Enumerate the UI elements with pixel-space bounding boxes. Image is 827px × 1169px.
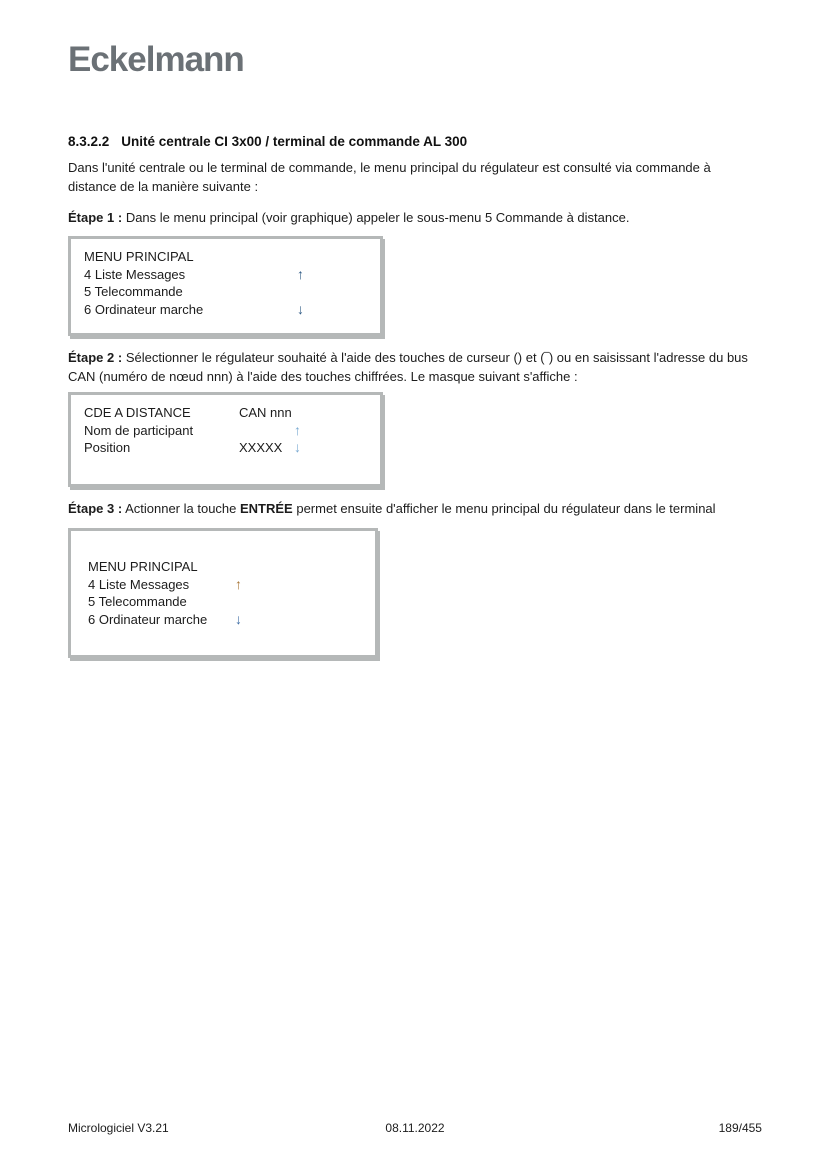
display-row (88, 611, 363, 629)
step-2-text: Sélectionner le régulateur souhaité à l'aide des touches de curseur () et (‾) ou en saisissant l'adresse du bus CAN (numéro de nœud nnn) à l'aide des touches chiffrées. Le masque suivant s'affiche : (68, 350, 748, 384)
section-title: Unité centrale CI 3x00 / terminal de commande AL 300 (121, 134, 468, 149)
display-row (88, 558, 363, 576)
display-row (88, 576, 363, 594)
section-heading (68, 134, 762, 149)
display-text: Position (84, 440, 131, 455)
arrow-down-icon: ↓ (294, 439, 301, 455)
footer-firmware-version: Micrologiciel V3.21 (68, 1121, 169, 1135)
display-text: CDE A DISTANCE (84, 405, 191, 420)
step-3-text: Actionner la touche (125, 501, 240, 516)
lcd-display-menu-principal-2 (68, 528, 378, 658)
display-text: MENU PRINCIPAL (88, 559, 198, 574)
display-text: 5 Telecommande (84, 284, 183, 299)
entree-key-label: ENTRÉE (240, 501, 293, 516)
step-1-text: Dans le menu principal (voir graphique) appeler le sous-menu 5 Commande à distance. (125, 210, 630, 225)
display-row (84, 439, 368, 457)
step-3-label: Étape 3 : (68, 501, 123, 516)
display-text: Nom de participant (84, 422, 194, 438)
arrow-down-icon: ↓ (297, 300, 304, 317)
display-row (84, 404, 368, 422)
arrow-up-icon: ↑ (235, 575, 242, 592)
display-text: 4 Liste Messages (84, 266, 186, 282)
arrow-up-icon: ↑ (294, 421, 301, 438)
lcd-display-menu-principal-1 (68, 236, 383, 336)
page-footer (68, 1121, 762, 1135)
display-text: 5 Telecommande (88, 594, 187, 609)
display-row (84, 248, 368, 266)
display-text: 6 Ordinateur marche (88, 611, 208, 627)
section-number: 8.3.2.2 (68, 134, 110, 149)
display-value: CAN nnn (239, 405, 292, 420)
step-1-label: Étape 1 : (68, 210, 123, 225)
arrow-up-icon: ↑ (297, 265, 304, 282)
step-3-paragraph: Étape 3 : Actionner la touche ENTRÉE permet ensuite d'afficher le menu principal du régulateur dans le terminal (68, 501, 716, 516)
step-1-paragraph (68, 208, 762, 227)
arrow-down-icon: ↓ (235, 610, 242, 627)
display-row (84, 422, 368, 440)
step-2-label: Étape 2 : (68, 350, 123, 365)
step-2-paragraph (68, 348, 762, 386)
display-text: 6 Ordinateur marche (84, 301, 204, 317)
eckelmann-logo: Eckelmann (68, 40, 244, 79)
display-row (88, 593, 363, 611)
footer-page-number: 189/455 (718, 1121, 762, 1135)
display-value: XXXXX (239, 440, 283, 455)
display-row (84, 301, 368, 319)
footer-date: 08.11.2022 (385, 1121, 445, 1135)
lcd-display-cde-a-distance (68, 392, 383, 487)
display-row (84, 266, 368, 284)
intro-paragraph: Dans l'unité centrale ou le terminal de commande, le menu principal du régulateur est consulté via commande à distance de la manière suivante : (68, 160, 711, 194)
display-text: 4 Liste Messages (88, 576, 190, 592)
display-row (84, 283, 368, 301)
display-text: MENU PRINCIPAL (84, 249, 194, 264)
